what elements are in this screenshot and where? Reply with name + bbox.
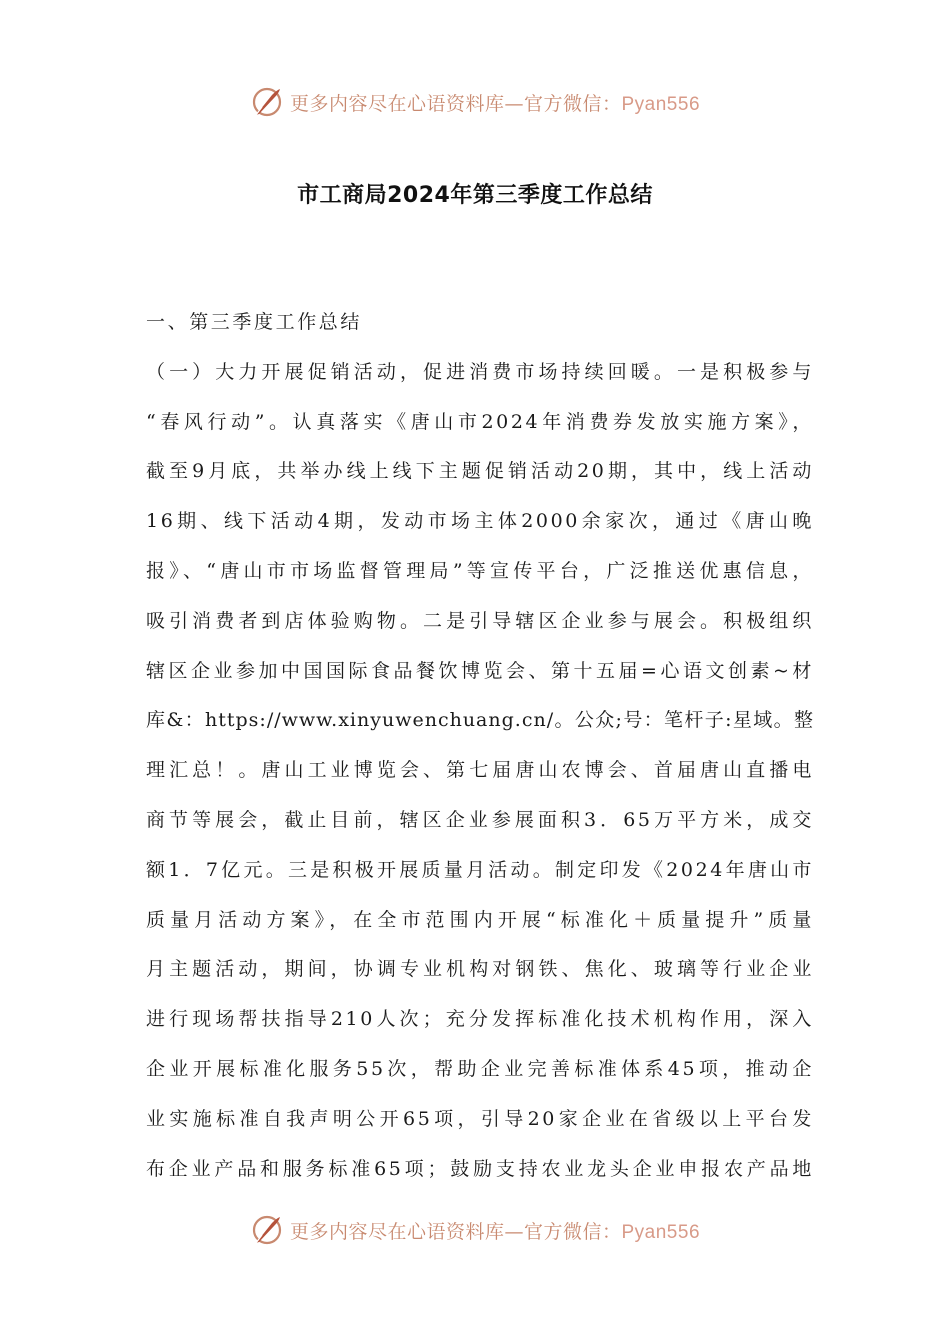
body-line: 库&：https://www.xinyuwenchuang.cn/。公众;号：笔杆子:星域。整 — [146, 709, 814, 732]
quill-logo-icon — [250, 85, 284, 119]
body-line: 业实施标准自我声明公开65项，引导20家企业在省级以上平台发 — [146, 1107, 814, 1130]
body-line: 额1．7亿元。三是积极开展质量月活动。制定印发《2024年唐山市 — [146, 858, 814, 881]
document-title: 市工商局2024年第三季度工作总结 — [297, 183, 653, 208]
footer-watermark — [0, 1210, 950, 1250]
body-line: 16期、线下活动4期，发动市场主体2000余家次，通过《唐山晚 — [146, 510, 814, 533]
body-line: 商节等展会，截止目前，辖区企业参展面积3．65万平方米，成交 — [146, 808, 814, 831]
watermark-text: 更多内容尽在心语资料库—官方微信：Pyan556 — [289, 92, 701, 115]
body-line: 辖区企业参加中国国际食品餐饮博览会、第十五届=心语文创素~材 — [146, 659, 814, 682]
watermark-text: 更多内容尽在心语资料库—官方微信：Pyan556 — [289, 1220, 701, 1243]
body-line: （一）大力开展促销活动，促进消费市场持续回暖。一是积极参与 — [146, 360, 814, 383]
watermark-wechat-id: Pyan556 — [621, 93, 701, 115]
body-line: 企业开展标准化服务55次，帮助企业完善标准体系45项，推动企 — [146, 1057, 814, 1080]
body-line: 截至9月底，共举办线上线下主题促销活动20期，其中，线上活动 — [146, 460, 814, 483]
section-heading: 一、第三季度工作总结 — [146, 311, 363, 333]
body-line: 报》、“唐山市市场监督管理局”等宣传平台，广泛推送优惠信息， — [146, 559, 814, 582]
body-line: 月主题活动，期间，协调专业机构对钢铁、焦化、玻璃等行业企业 — [146, 958, 814, 981]
body-line: “春风行动”。认真落实《唐山市2024年消费券发放实施方案》， — [146, 410, 814, 433]
quill-logo-icon — [250, 1213, 284, 1247]
body-line: 吸引消费者到店体验购物。二是引导辖区企业参与展会。积极组织 — [146, 609, 814, 632]
body-line: 进行现场帮扶指导210人次；充分发挥标准化技术机构作用，深入 — [146, 1008, 814, 1031]
header-watermark — [0, 82, 950, 122]
body-line: 质量月活动方案》，在全市范围内开展“标准化＋质量提升”质量 — [146, 908, 814, 931]
document-body — [146, 298, 814, 1194]
body-line: 布企业产品和服务标准65项；鼓励支持农业龙头企业申报农产品地 — [146, 1157, 814, 1180]
body-line: 理汇总！。唐山工业博览会、第七届唐山农博会、首届唐山直播电 — [146, 759, 814, 782]
watermark-wechat-id: Pyan556 — [621, 1221, 701, 1243]
